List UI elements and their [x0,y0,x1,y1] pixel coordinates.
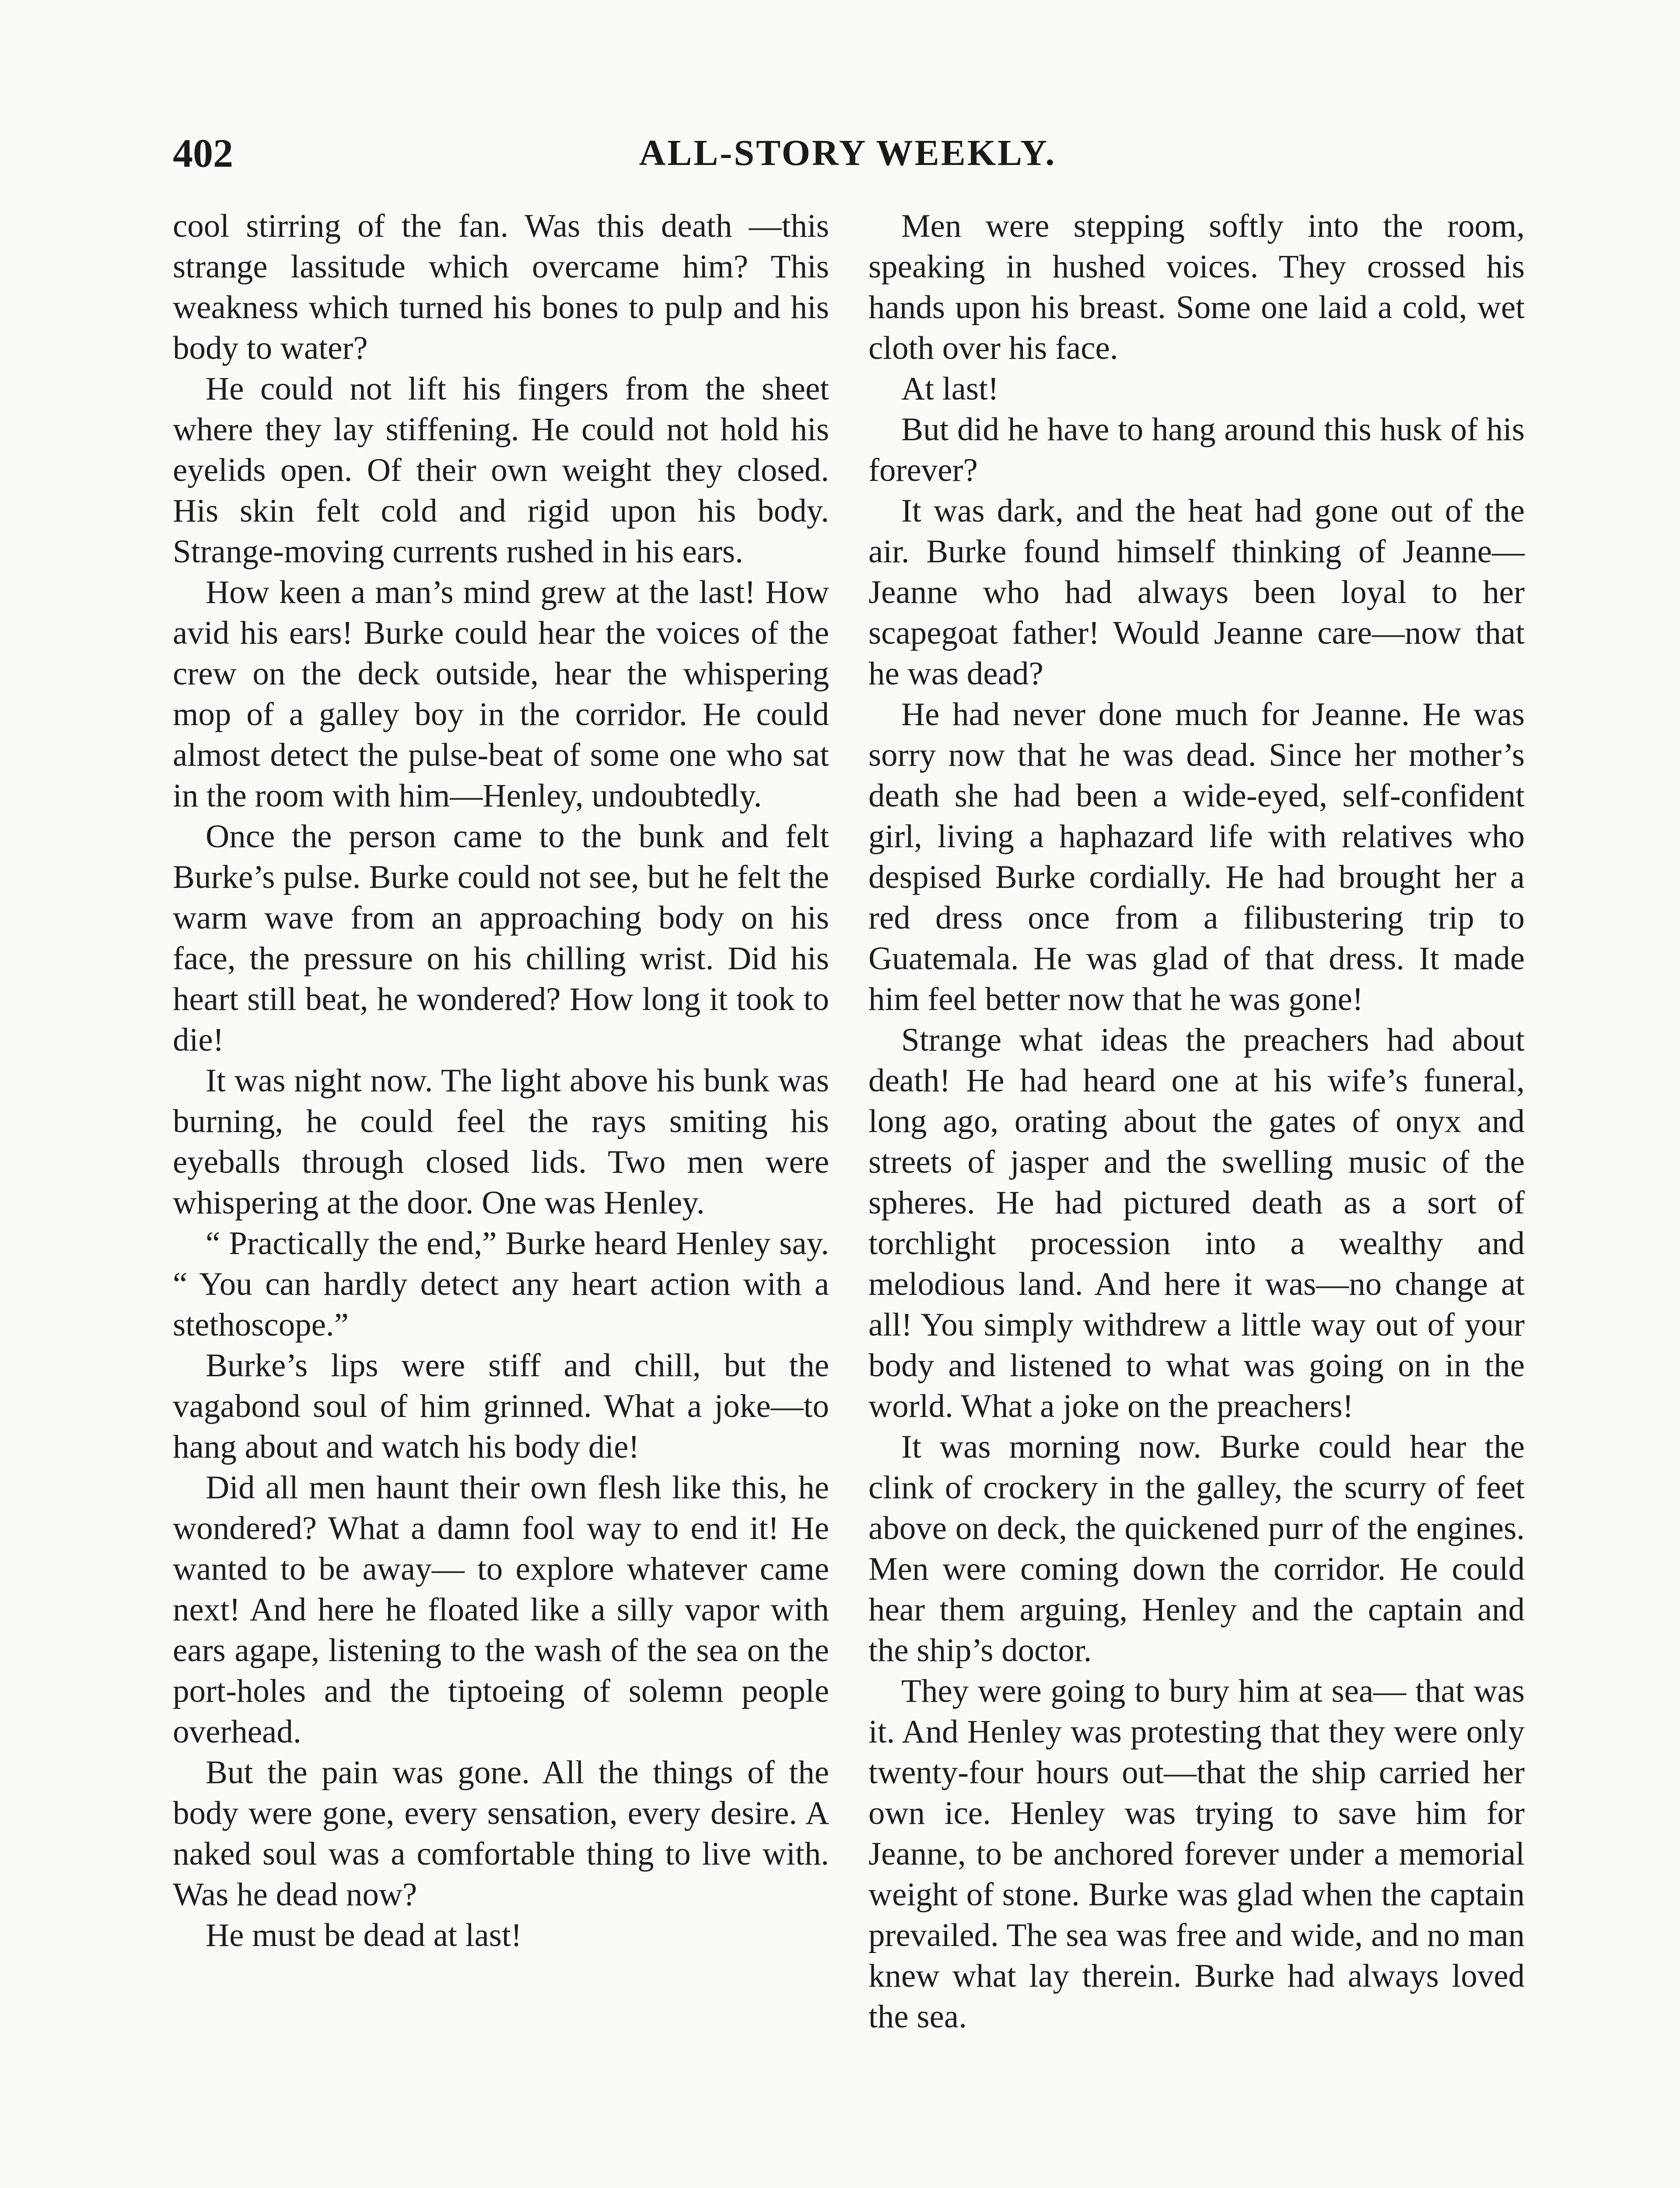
paragraph: How keen a man’s mind grew at the last! How avid his ears! Burke could hear the voices of the crew on the deck outside, hear the whispering mop of a galley boy in the corridor. He could almost detect the pulse-beat of some one who sat in the room with him—Henley, undoubtedly. [173,574,829,814]
paragraph: It was morning now. Burke could hear the clink of crockery in the galley, the scurry of feet above on deck, the quickened purr of the engines. Men were coming down the corridor. He could hear them arguing, Henley and the captain and the ship’s doctor. [868,1429,1525,1669]
paragraph: At last! [901,371,999,407]
paragraph: cool stirring of the fan. Was this death —this strange lassitude which overcame him? This weakness which turned his bones to pulp and his body to water? [173,208,829,366]
paragraph: He had never done much for Jeanne. He was sorry now that he was dead. Since her mother’s death she had been a wide-eyed, self-confident girl, living a haphazard life with relatives who despised Burke cordially. He had brought her a red dress once from a filibustering trip to Guatemala. He was glad of that dress. It made him feel better now that he was gone! [868,696,1525,1017]
paragraph: Did all men haunt their own flesh like this, he wondered? What a damn fool way to end it! He wanted to be away— to explore whatever came next! And here he floated like a silly vapor with ears agape, listening to the wash of the sea on the port-holes and the tiptoeing of solemn people overhead. [173,1469,829,1750]
paragraph: Burke’s lips were stiff and chill, but the vagabond soul of him grinned. What a joke—to hang about and watch his body die! [173,1347,829,1465]
paragraph: He must be dead at last! [206,1917,522,1953]
paragraph: But did he have to hang around this husk of his forever? [868,411,1525,488]
page-header [173,127,1522,188]
paragraph: Men were stepping softly into the room, speaking in hushed voices. They crossed his hands upon his breast. Some one laid a cold, wet cloth over his face. [868,208,1525,366]
publication-title: ALL-STORY WEEKLY. [639,133,1057,173]
paragraph: But the pain was gone. All the things of the body were gone, every sensation, every desire. A naked soul was a comfortable thing to live with. Was he dead now? [173,1754,829,1913]
page-number: 402 [173,131,233,175]
paragraph: He could not lift his fingers from the sheet where they lay stiffening. He could not hold his eyelids open. Of their own weight they closed. His skin felt cold and rigid upon his body. Strange-moving currents rushed in his ears. [173,371,829,570]
text-column-right [868,206,1525,2037]
paragraph: It was dark, and the heat had gone out of the air. Burke found himself thinking of Jeanne—Jeanne who had always been loyal to her scapegoat father! Would Jeanne care—now that he was dead? [868,493,1525,692]
paragraph: “ Practically the end,” Burke heard Henley say. “ You can hardly detect any heart action with a stethoscope.” [173,1225,829,1343]
paragraph: Once the person came to the bunk and felt Burke’s pulse. Burke could not see, but he felt the warm wave from an approaching body on his face, the pressure on his chilling wrist. Did his heart still beat, he wondered? How long it took to die! [173,818,829,1058]
paragraph: They were going to bury him at sea— that was it. And Henley was protesting that they were only twenty-four hours out—that the ship carried her own ice. Henley was trying to save him for Jeanne, to be anchored forever under a memorial weight of stone. Burke was glad when the captain prevailed. The sea was free and wide, and no man knew what lay therein. Burke had always loved the sea. [868,1673,1525,2035]
paragraph: It was night now. The light above his bunk was burning, he could feel the rays smiting his eyeballs through closed lids. Two men were whispering at the door. One was Henley. [173,1062,829,1221]
paragraph: Strange what ideas the preachers had about death! He had heard one at his wife’s funeral, long ago, orating about the gates of onyx and streets of jasper and the swelling music of the spheres. He had pictured death as a sort of torchlight procession into a wealthy and melodious land. And here it was—no change at all! You simply withdrew a little way out of your body and listened to what was going on in the world. What a joke on the preachers! [868,1022,1525,1424]
text-column-left [173,206,829,1956]
